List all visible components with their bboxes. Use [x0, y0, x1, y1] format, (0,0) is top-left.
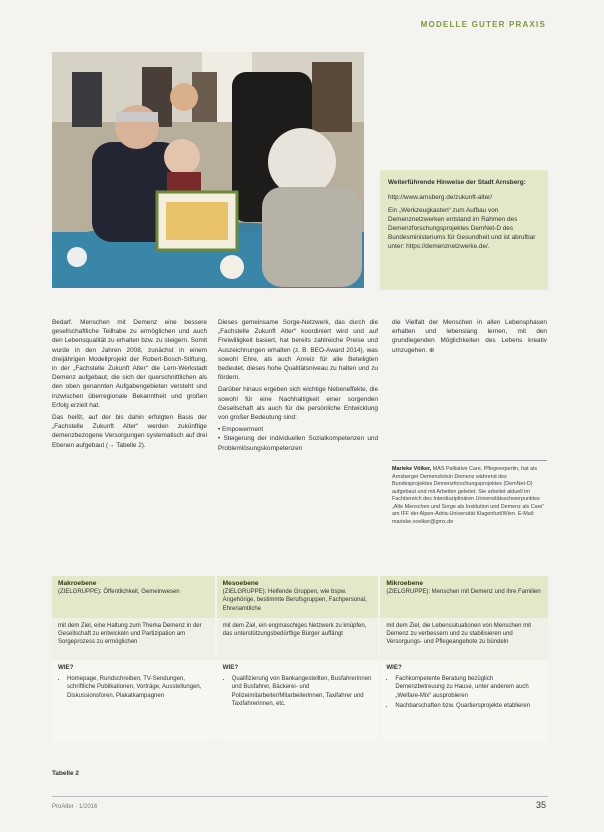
level-target: (ZIELGRUPPE): Menschen mit Demenz und ihre Familien — [386, 589, 541, 596]
list-item: • Homepage, Rundschreiben, TV-Sendungen, schriftliche Publikationen, Vorträge, Ausstellungen, Diskussionsforen, Plakatkampagnen — [67, 675, 209, 700]
level-target: (ZIELGRUPPE): Öffentlichkeit, Gemeinwesen — [58, 589, 180, 596]
further-info-url[interactable]: http://www.arnsberg.de/zukunft-alter/ — [388, 194, 493, 201]
paragraph: die Vielfalt der Menschen in allen Lebensphasen erhalten und lebenslang lernen, mit den grundlegenden Möglichkeiten des Lebens kreativ umzugehen. ⊕ — [392, 319, 547, 354]
further-info-title: Weiterführende Hinweise der Stadt Arnsberg: — [388, 179, 526, 186]
level-title: Mesoebene — [222, 580, 259, 587]
bullet-item: • Empowerment — [218, 426, 264, 434]
how-label: WIE? — [58, 664, 74, 671]
list-item: • Qualifizierung von Bankangestellten, Busfahrerinnen und Busfahrer, Bäckerei- und Polizeimitarbeiter/Mitarbeiterinnen, Taxifahrer und Taxifahrerinnen, etc. — [232, 675, 373, 708]
page-number: 35 — [535, 800, 546, 810]
paragraph: Das heißt, auf der bis dahin erfolgten Basis der „Fachstelle Zukunft Alter“ werden zukünftige demenzbezogene Versorgungen systematisch auf drei Ebenen aufgebaut (→ Tabelle 2). — [52, 414, 207, 449]
author-bio — [392, 460, 547, 526]
further-info-box — [380, 170, 548, 290]
level-title: Makroebene — [58, 580, 97, 587]
text-column-3 — [392, 318, 547, 358]
author-name: Marieke Völker, — [392, 466, 432, 472]
text-column-2 — [218, 318, 378, 456]
table-caption: Tabelle 2 — [52, 770, 79, 777]
how-label: WIE? — [386, 664, 402, 671]
further-info-text: Ein „Werkzeugkasten“ zum Aufbau von Demenznetzwerken entstand im Rahmen des Demenzforschungsprojektes DemNet-D des Bundesministeriums für Gesundheit und ist abrufbar unter: https://demenznetzwerke.de/. — [388, 207, 536, 250]
paragraph: Bedarf. Menschen mit Demenz eine bessere gesellschaftliche Teilhabe zu ermöglichen und auch den Lebensqualität zu erhalten bzw. zu steigern. Somit wurde in den Jahren 2008, zunächst in einem dreijährigen Modellprojekt der Robert-Bosch-Stiftung, in der „Fachstelle Zukunft Alter“ die Lern-Werkstadt Demenz aufgebaut, die sich der querschnittlichen als den oben genannten Aufgabengebieten versteht und inzwischen überregionale Bekanntheit und großen Erfolg erzielt hat. — [52, 319, 207, 409]
paragraph: Dieses gemeinsame Sorge-Netzwerk, das durch die „Fachstelle Zukunft Alter“ koordiniert wird und auf Freiwilligkeit basiert, hat bereits zahlreiche Preise und Auszeichnungen erhalten (z. B. BEO-Award 2014), was sowohl Ehre, als auch Anreiz für alle Beteiligten bedeutet, dieses hohe Qualitätsniveau zu halten und zu fördern. — [218, 319, 378, 382]
table-cell: mit dem Ziel, ein engmaschiges Netzwerk zu knüpfen, das unterstützungsbedürftige Bürger auffängt — [216, 618, 380, 660]
paragraph: Darüber hinaus ergeben sich wichtige Nebeneffekte, die sowohl für eine Nachhaltigkeit einer sorgenden Gesellschaft als auch für die persönliche Entwicklung von großer Bedeutung sind: — [218, 386, 378, 422]
table-row — [52, 660, 548, 742]
event-photo — [52, 52, 364, 288]
levels-table — [52, 576, 548, 742]
list-item: • Fachkompetente Beratung bezüglich Demenzbetreuung zu Hause, unter anderem auch „Welfare-Mix“ ausprobieren — [395, 675, 542, 700]
how-label: WIE? — [222, 664, 239, 671]
level-title: Mikroebene — [386, 580, 423, 587]
footer-divider — [52, 796, 548, 797]
photo-illustration — [52, 52, 364, 288]
author-bio-text: MAS Palliative Care, Pflegeexpertin, hat als Arnsberger Demenzlotsin Demenz während des Bundesprojektes Demenzforschungsprojektes (DemNet-D) aufgebaut und mit Arbeiten geleitet. Sie arbeitet aktuell im Fachbereich des Interdisziplinären Universitätsschwerpunktes „Alte Menschen und Sorge als Institution und Demenz als Care“ am IFF der Alpen-Adria-Universität Klagenfurt/Wien. E-Mail: marieke.voelker@gmx.de — [392, 466, 545, 525]
list-item: • Nachbarschaften bzw. Quartiersprojekte etablieren — [395, 702, 542, 710]
text-column-1 — [52, 318, 207, 453]
table-row — [52, 618, 548, 660]
table-header-row — [52, 576, 548, 618]
level-target: (ZIELGRUPPE): Helfende Gruppen, wie bspw. Angehörige, bestimmte Berufsgruppen, Fachpersonal, Ehrenamtliche — [222, 589, 367, 612]
section-label: MODELLE GUTER PRAXIS — [420, 20, 546, 29]
table-cell: mit dem Ziel, eine Haltung zum Thema Demenz in der Gesellschaft zu entwickeln und Partizipation am Sorgeprozess zu ermöglichen — [52, 618, 216, 660]
bullet-item: • Steigerung der individuellen Sozialkompetenzen und Problemlösungskompetenzen — [218, 435, 378, 452]
footer-source: ProAlter · 1/2016 — [52, 804, 98, 810]
table-cell: mit dem Ziel, die Lebenssituationen von Menschen mit Demenz zu verbessern und zu stabilisieren und Versorgungs- und Pflegeangebote zu bündeln — [379, 618, 548, 660]
